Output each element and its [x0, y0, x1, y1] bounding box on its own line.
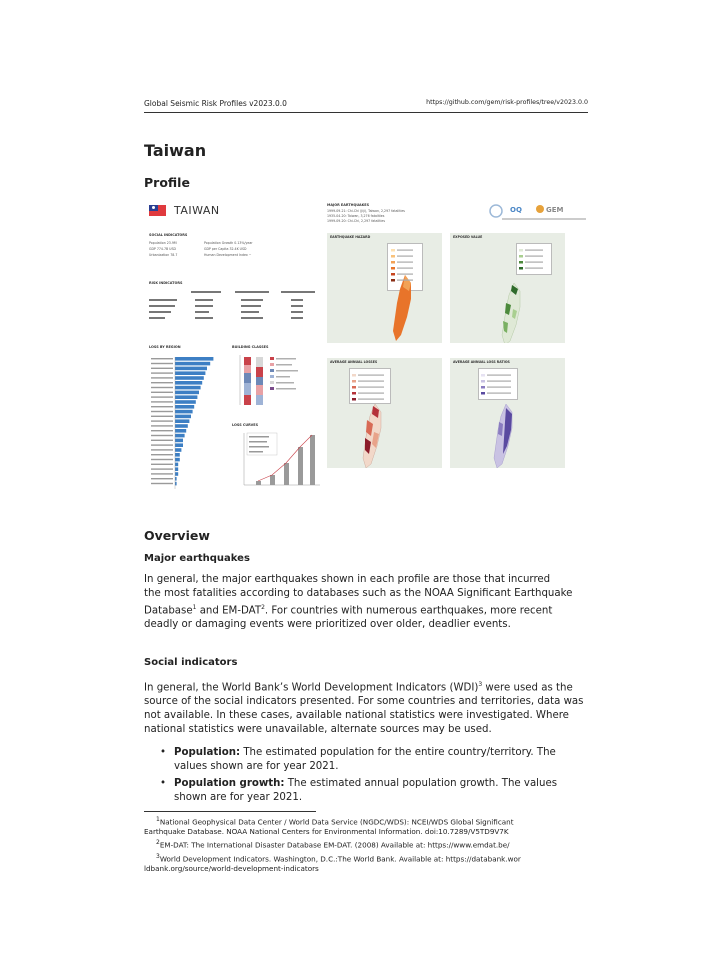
- region-label: [151, 372, 173, 373]
- region-label: [151, 444, 173, 445]
- footnote-ref[interactable]: 1: [192, 604, 197, 611]
- social-indicators-heading: Social indicators: [144, 657, 238, 668]
- hazard-map-title: EARTHQUAKE HAZARD: [330, 235, 371, 239]
- region-label: [151, 387, 173, 388]
- footnote-rule: [144, 811, 316, 812]
- social-item: GDP 774.7B USD: [149, 247, 176, 251]
- social-item: Population 23.9M: [149, 241, 177, 245]
- profile-heading: Profile: [144, 175, 190, 190]
- logo-group: [484, 201, 590, 223]
- risk-table: [149, 289, 319, 327]
- loss-by-region-chart: [149, 355, 229, 495]
- building-bar-1: [244, 357, 251, 405]
- losses-map-title: AVERAGE ANNUAL LOSSES: [330, 360, 378, 364]
- region-label: [151, 396, 173, 397]
- region-label: [151, 473, 173, 474]
- region-bar: [175, 371, 205, 375]
- taiwan-exposed-shape: [502, 283, 520, 343]
- region-bar: [175, 386, 201, 390]
- exposed-value-map[interactable]: [450, 233, 565, 343]
- average-annual-loss-ratios-map[interactable]: [450, 358, 565, 468]
- region-bar: [175, 395, 197, 399]
- footnote-1: $^1$National Geophysical Data Center / World Data Service (NGDC/WDS): NCEI/WDS Global Significant Earthquake Database. NOAA National Centers for Environmental Information. doi:10.7289/V5TD9V7K: [144, 816, 514, 836]
- running-header: [144, 98, 588, 113]
- region-bar: [175, 362, 210, 366]
- bullet-term: Population:: [174, 747, 241, 758]
- region-label: [151, 483, 173, 484]
- region-bar: [175, 376, 204, 380]
- region-label: [151, 358, 173, 359]
- building-classes-chart: [232, 353, 322, 415]
- social-item: GDP per Capita 32.4K USD: [204, 247, 247, 251]
- country-name: TAIWAN: [174, 204, 220, 217]
- region-bar: [175, 448, 181, 452]
- region-bar: [175, 381, 202, 385]
- major-eq-title: MAJOR EARTHQUAKES: [327, 203, 370, 207]
- region-label: [151, 416, 173, 417]
- region-label: [151, 392, 173, 393]
- region-bar: [175, 453, 180, 457]
- taiwan-flag-icon: [149, 205, 166, 216]
- oq-logo-icon: OQ: [510, 206, 522, 214]
- footnote-3: $^3$World Development Indicators. Washington, D.C.:The World Bank. Available at: https://databank.wor ldbank.org/source/world-development-indicators: [144, 853, 521, 873]
- bullet-text: shown are for year 2021.: [174, 792, 303, 803]
- profile-panel: [144, 197, 590, 499]
- footnote-ref[interactable]: 2: [261, 604, 265, 611]
- social-indicators-paragraph: [144, 678, 588, 737]
- region-label: [151, 420, 173, 421]
- region-label: [151, 440, 173, 441]
- header-link[interactable]: https://github.com/gem/risk-profiles/tree/v2023.0.0: [426, 99, 588, 106]
- region-label: [151, 377, 173, 378]
- region-label: [151, 464, 173, 465]
- para-line: not available. In these cases, available national statistics were investigated. Where: [144, 710, 569, 722]
- region-bar: [175, 482, 177, 486]
- region-label: [151, 368, 173, 369]
- region-bar: [175, 405, 194, 409]
- para-line: In general, the World Bank’s World Development Indicators (WDI)$^3$ were used as the: [144, 681, 573, 694]
- social-item: Population Growth 0.13%/year: [204, 241, 253, 245]
- region-bar: [175, 467, 178, 471]
- header-title: Global Seismic Risk Profiles v2023.0.0: [144, 99, 287, 108]
- social-item: Urbanization 78.7: [149, 253, 178, 257]
- region-label: [151, 406, 173, 407]
- region-bar: [175, 410, 193, 414]
- loss-curves-chart: [232, 429, 322, 491]
- footnote-2: $^2$EM-DAT: The International Disaster Database EM-DAT. (2008) Available at: https://www.emdat.be/: [156, 839, 510, 850]
- major-earthquakes-heading: Major earthquakes: [144, 553, 250, 564]
- region-bar: [175, 443, 183, 447]
- overview-heading: Overview: [144, 528, 210, 543]
- region-bar: [175, 477, 177, 481]
- gem-logo-text: GEM: [546, 206, 564, 214]
- region-label: [151, 430, 173, 431]
- major-earthquakes-paragraph: [144, 573, 588, 632]
- region-label: [151, 425, 173, 426]
- bullet-dot-icon: •: [160, 778, 167, 789]
- region-bar: [175, 415, 191, 419]
- footnote-ref[interactable]: 3: [478, 681, 483, 688]
- major-eq-line: 1999-09-21: Chi-Chi (Jiji), Taiwan, 2,297 fatalities: [327, 209, 405, 213]
- region-bar: [175, 424, 188, 428]
- region-bar: [175, 429, 186, 433]
- logo-circle-icon: [490, 205, 502, 217]
- para-line: national statistics were unavailable, alternate sources may be used.: [144, 724, 492, 736]
- bullet-text: The estimated annual population growth. The values: [284, 778, 558, 789]
- region-bar: [175, 357, 213, 361]
- region-bar: [175, 463, 178, 467]
- region-label: [151, 363, 173, 364]
- building-classes-title: BUILDING CLASSES: [232, 345, 269, 349]
- region-bar: [175, 472, 178, 476]
- social-indicators-title: SOCIAL INDICATORS: [149, 233, 188, 237]
- region-label: [151, 435, 173, 436]
- bullet-text: values shown are for year 2021.: [174, 761, 339, 772]
- region-label: [151, 459, 173, 460]
- major-eq-line: 1935-04-20: Taiwan, 3,276 fatalities: [327, 214, 385, 218]
- risk-indicators-title: RISK INDICATORS: [149, 281, 183, 285]
- hazard-map[interactable]: [327, 233, 442, 343]
- region-label: [151, 454, 173, 455]
- loss-by-region-title: LOSS BY REGION: [149, 345, 181, 349]
- average-annual-losses-map[interactable]: [327, 358, 442, 468]
- para-line: the most fatalities according to databases such as the NOAA Significant Earthquake: [144, 588, 573, 599]
- region-label: [151, 468, 173, 469]
- para-line: Database$^1$ and EM-DAT$^2$. For countries with numerous earthquakes, more recent: [144, 604, 553, 617]
- para-line: deadly or damaging events were prioritized over older, deadlier events.: [144, 619, 511, 631]
- para-line: source of the social indicators presented. For some countries and territories, data was: [144, 696, 584, 708]
- region-bar: [175, 400, 196, 404]
- para-line: In general, the major earthquakes shown in each profile are those that incurred: [144, 574, 551, 585]
- bullet-text: The estimated population for the entire country/territory. The: [240, 747, 556, 758]
- exposed-map-title: EXPOSED VALUE: [453, 235, 483, 239]
- loss-curves-title: LOSS CURVES: [232, 423, 259, 427]
- region-label: [151, 449, 173, 450]
- major-eq-line: 1999-09-20: Chi-Chi, 2,297 fatalities: [327, 219, 385, 223]
- region-bar: [175, 439, 183, 443]
- page-title: Taiwan: [144, 141, 207, 160]
- region-bar: [175, 434, 185, 438]
- region-label: [151, 411, 173, 412]
- bullet-term: Population growth:: [174, 778, 285, 789]
- bullet-dot-icon: •: [160, 747, 167, 758]
- region-label: [151, 382, 173, 383]
- region-label: [151, 478, 173, 479]
- region-bar: [175, 419, 189, 423]
- region-bar: [175, 391, 199, 395]
- gem-logo-icon: [536, 205, 544, 213]
- building-bar-2: [256, 357, 263, 405]
- region-bar: [175, 367, 207, 371]
- social-item: Human Development Index ~: [204, 253, 252, 257]
- ratios-map-title: AVERAGE ANNUAL LOSS RATIOS: [453, 360, 510, 364]
- region-bar: [175, 458, 180, 462]
- region-label: [151, 401, 173, 402]
